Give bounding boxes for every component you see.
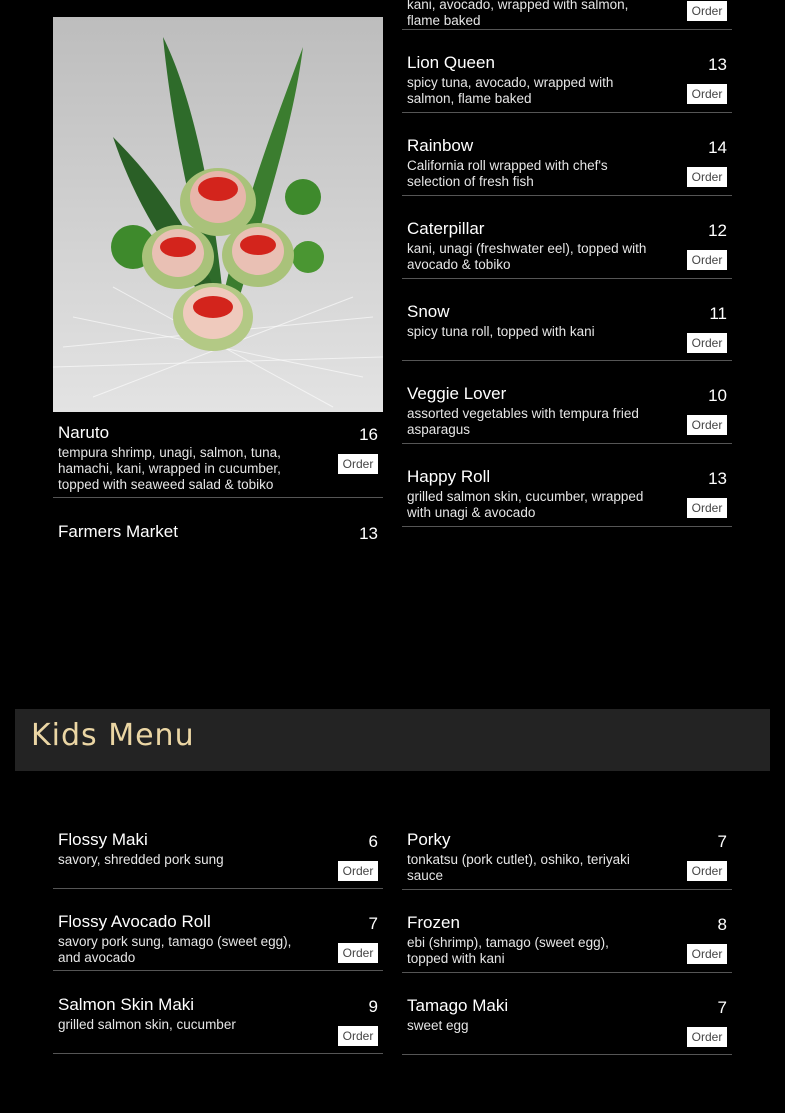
order-button[interactable]: Order [687,167,727,187]
item-description: savory, shredded pork sung [58,852,224,867]
item-name: Veggie Lover [407,384,507,403]
naruto-roll-photo [53,17,383,412]
item-price: 13 [359,524,378,543]
item-description: tempura shrimp, unagi, salmon, tuna, hamachi, kani, wrapped in cucumber, topped with seaweed salad & tobiko [58,445,281,492]
menu-item-flossy-maki [53,822,383,889]
order-button[interactable]: Order [687,1,727,21]
order-button[interactable]: Order [338,861,378,881]
order-button[interactable]: Order [687,1027,727,1047]
item-price: 7 [717,998,727,1017]
item-price: 10 [708,386,727,405]
order-button[interactable]: Order [687,861,727,881]
menu-item-rainbow [402,128,732,196]
menu-item-farmers-market [53,512,383,547]
order-button[interactable]: Order [338,454,378,474]
item-price: 13 [708,469,727,488]
item-description: kani, unagi (freshwater eel), topped with avocado & tobiko [407,241,647,272]
order-button[interactable]: Order [687,498,727,518]
item-price: 7 [717,832,727,851]
order-button[interactable]: Order [687,84,727,104]
item-description: California roll wrapped with chef's selection of fresh fish [407,158,608,189]
kids-menu-header [15,709,770,771]
item-description: assorted vegetables with tempura fried asparagus [407,406,639,437]
item-name: Naruto [58,423,110,442]
item-price: 12 [708,221,727,240]
order-button[interactable]: Order [687,415,727,435]
item-description: kani, avocado, wrapped with salmon, flame baked [407,0,629,28]
item-name: Rainbow [407,136,474,155]
menu-item-porky [402,822,732,890]
item-description: ebi (shrimp), tamago (sweet egg), topped with kani [407,935,609,966]
item-name: Farmers Market [58,522,178,541]
order-button[interactable]: Order [687,250,727,270]
item-name: Snow [407,302,450,321]
section-title: Kids Menu [31,718,195,753]
item-name: Happy Roll [407,467,491,486]
menu-item-snow [402,294,732,361]
item-name: Salmon Skin Maki [58,995,195,1014]
menu-item-naruto [53,412,383,498]
menu-item-frozen [402,905,732,973]
menu-item-veggie-lover [402,376,732,444]
item-name: Flossy Maki [58,830,148,849]
menu-item-happy-roll [402,459,732,527]
item-price: 9 [368,997,378,1016]
item-name: Tamago Maki [407,996,509,1015]
item-price: 8 [717,915,727,934]
order-button[interactable]: Order [687,944,727,964]
menu-item-flossy-avocado-roll [53,904,383,971]
item-name: Porky [407,830,451,849]
item-description: savory pork sung, tamago (sweet egg), and avocado [58,934,292,965]
item-price: 11 [709,304,727,323]
menu-item-lion-queen [402,45,732,113]
order-button[interactable]: Order [687,333,727,353]
order-button[interactable]: Order [338,1026,378,1046]
item-price: 16 [359,425,378,444]
menu-item-partial [402,0,732,30]
item-name: Frozen [407,913,460,932]
item-name: Flossy Avocado Roll [58,912,211,931]
item-name: Lion Queen [407,53,495,72]
order-button[interactable]: Order [338,943,378,963]
menu-item-salmon-skin-maki [53,987,383,1054]
menu-item-tamago-maki [402,988,732,1055]
item-price: 14 [708,138,727,157]
item-price: 6 [368,832,378,851]
item-description: sweet egg [407,1018,469,1033]
item-description: grilled salmon skin, cucumber [58,1017,236,1032]
item-price: 7 [368,914,378,933]
item-name: Caterpillar [407,219,485,238]
item-description: grilled salmon skin, cucumber, wrapped with unagi & avocado [407,489,644,520]
item-description: tonkatsu (pork cutlet), oshiko, teriyaki sauce [407,852,630,883]
item-description: spicy tuna roll, topped with kani [407,324,595,339]
item-description: spicy tuna, avocado, wrapped with salmon, flame baked [407,75,614,106]
item-price: 13 [708,55,727,74]
menu-item-caterpillar [402,211,732,279]
